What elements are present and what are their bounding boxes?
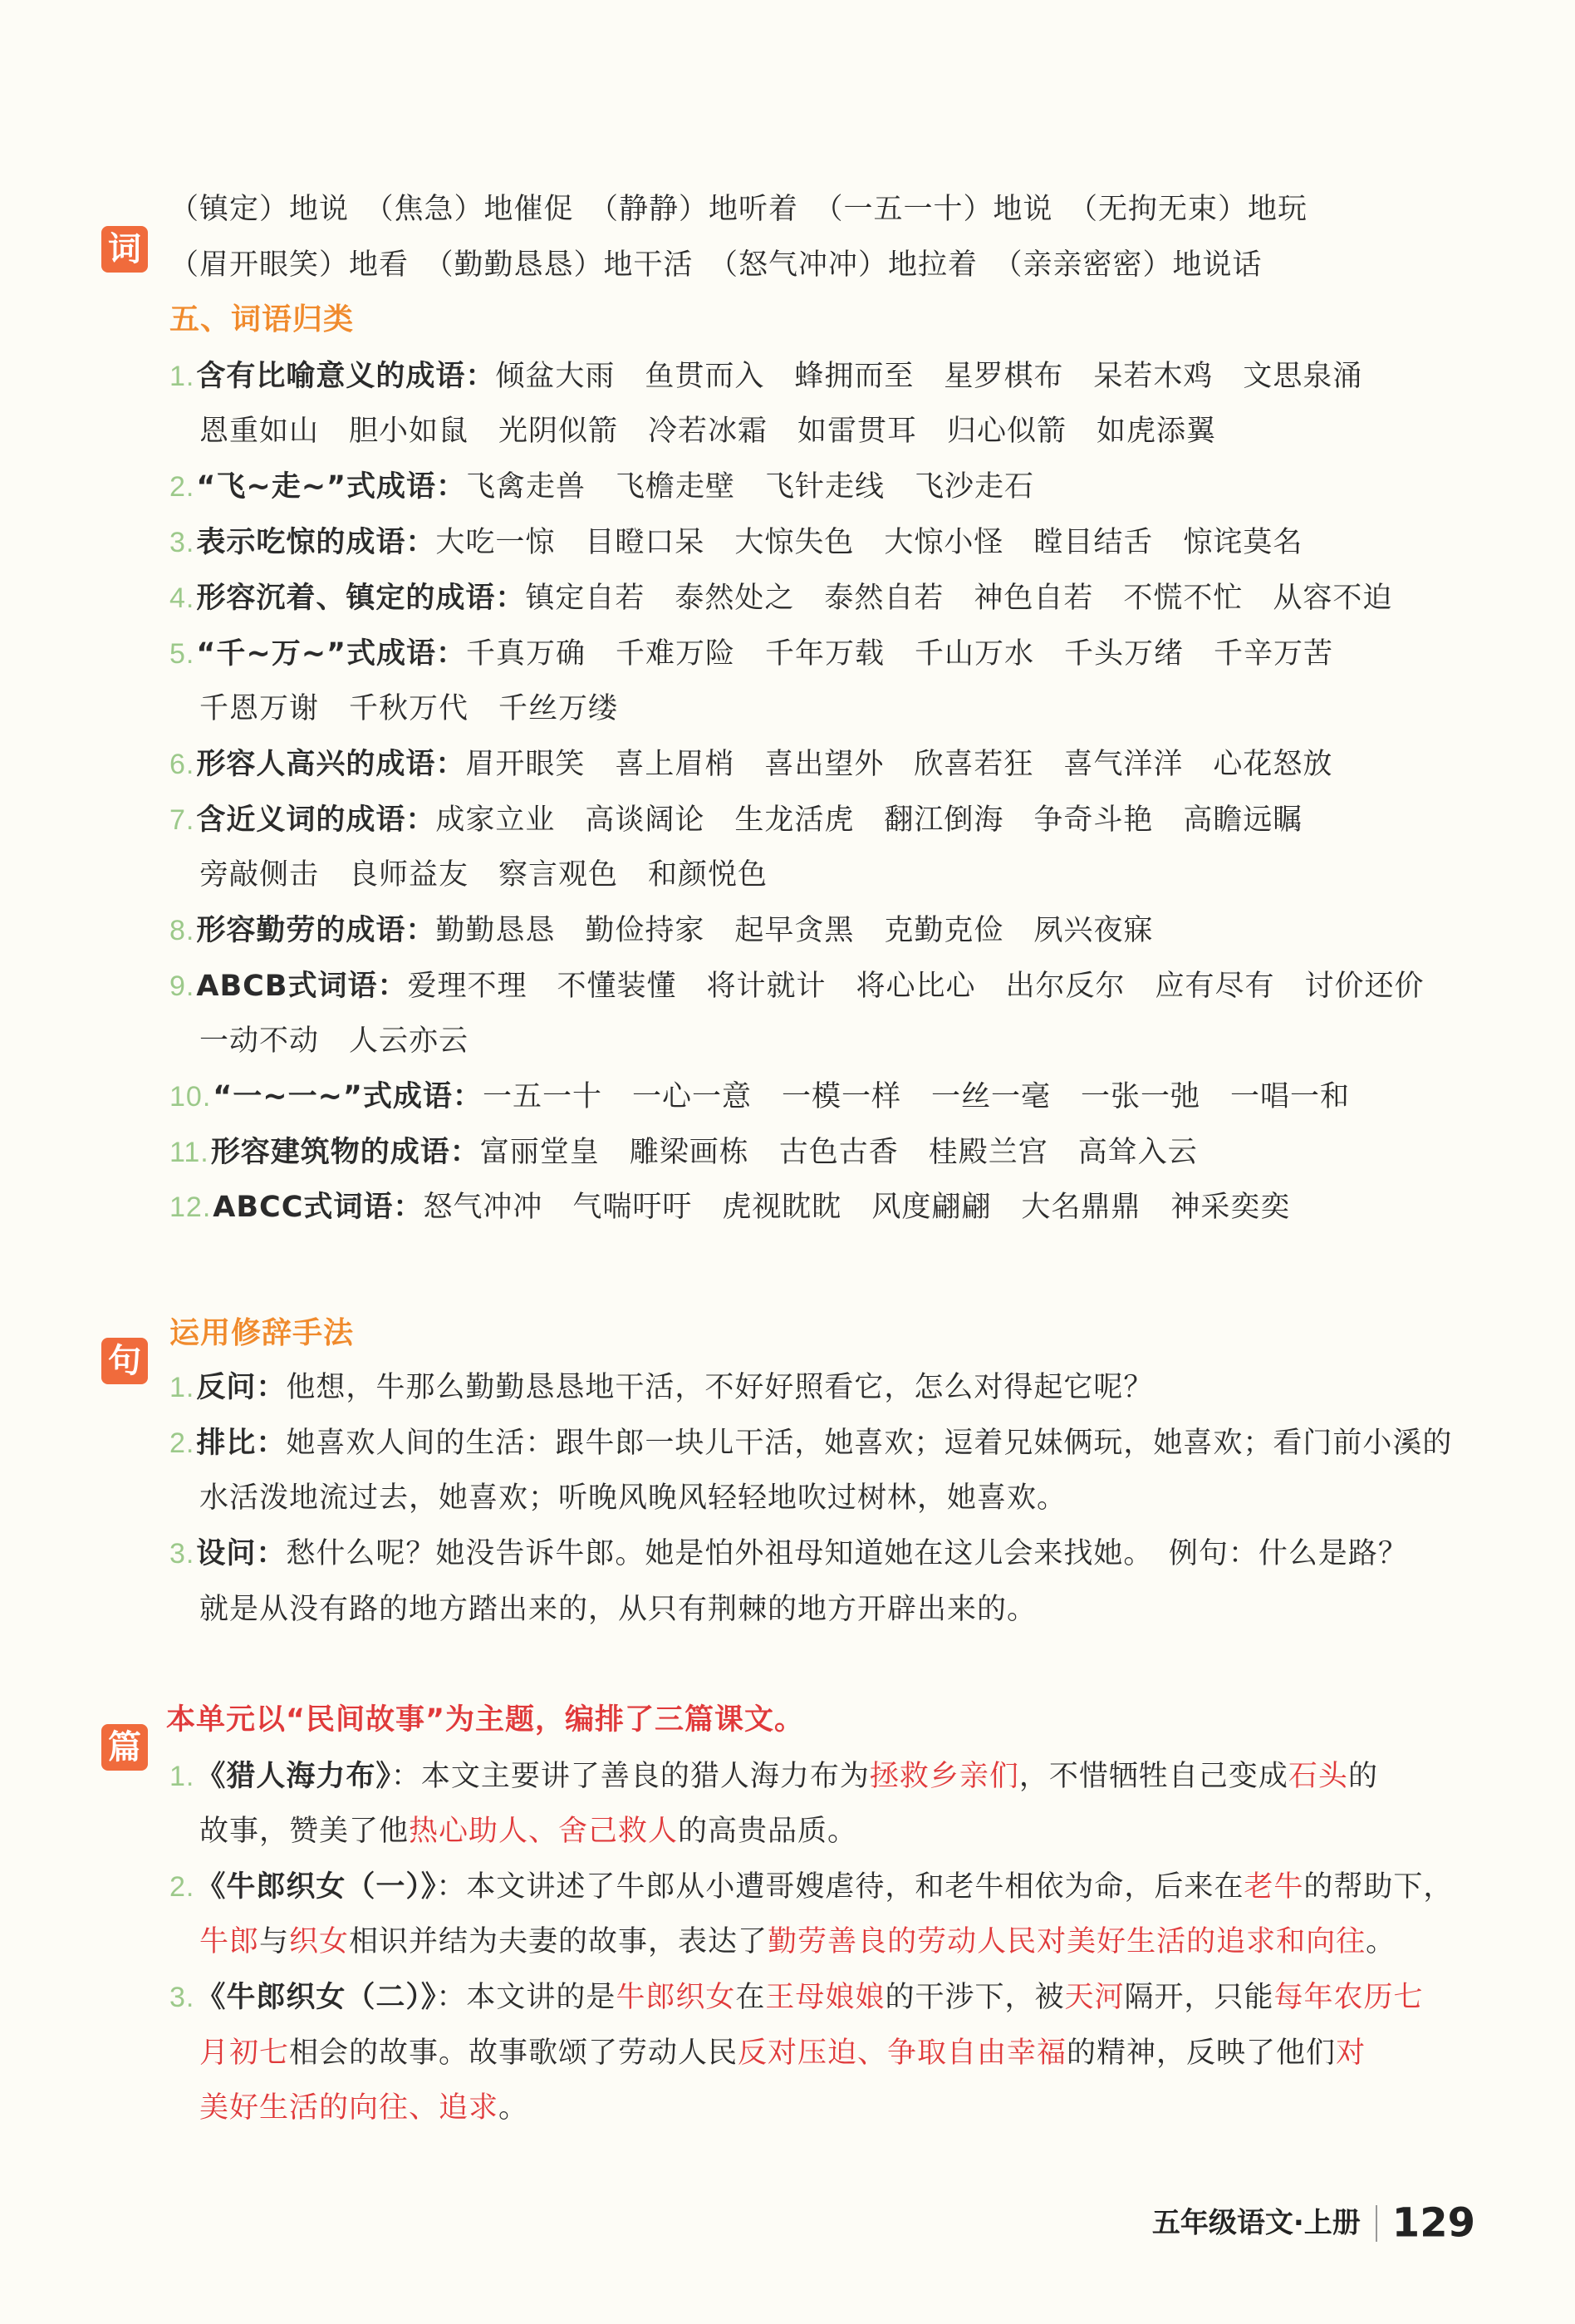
list-item <box>169 1752 1459 1801</box>
highlight: 石头 <box>1288 1760 1348 1793</box>
item-number: 8. <box>169 915 195 946</box>
list-item <box>169 795 1459 845</box>
item-text: 愁什么呢？她没告诉牛郎。她是怕外祖母知道她在这儿会来找她。 例句：什么是路？ <box>286 1537 1408 1570</box>
pian-tag-icon: 篇 <box>101 1724 148 1771</box>
list-item <box>169 1128 1459 1177</box>
item-number: 1. <box>169 361 195 392</box>
item-label: 形容沉着、镇定的成语： <box>196 582 526 615</box>
item-number: 6. <box>169 749 195 780</box>
item-label: 形容人高兴的成语： <box>196 748 466 781</box>
text-run: 的帮助下， <box>1303 1870 1454 1904</box>
highlight: 织女 <box>289 1925 350 1958</box>
item-number: 3. <box>169 1538 195 1570</box>
texts-title-text: 本单元以“民间故事”为主题，编排了三篇课文。 <box>166 1703 805 1737</box>
item-number: 7. <box>169 804 195 836</box>
highlight: 牛郎织女 <box>616 1981 736 2014</box>
item-label: 设问： <box>196 1537 287 1570</box>
item-continuation <box>199 1917 1459 1967</box>
item-number: 1. <box>169 1761 195 1792</box>
item-number: 10. <box>169 1081 212 1113</box>
item-text: 爱理不理 不懂装懂 将计就计 将心比心 出尔反尔 应有尽有 讨价还价 <box>407 970 1425 1003</box>
adverb-line-2: （眉开眼笑）地看 （勤勤恳恳）地干活 （怒气冲冲）地拉着 （亲亲密密）地说话 <box>169 248 1263 282</box>
item-continuation: 就是从没有路的地方踏出来的，从只有荆棘的地方开辟出来的。 <box>199 1593 1038 1626</box>
list-item <box>169 351 1459 401</box>
list-item <box>169 629 1459 679</box>
footer-divider <box>1376 2205 1377 2242</box>
list-item <box>169 1973 1459 2022</box>
highlight: 美好生活的向往、追求 <box>199 2091 499 2125</box>
item-number: 3. <box>169 527 195 558</box>
text-run: ：本文主要讲了善良的猎人海力布为 <box>390 1760 870 1793</box>
lesson-title: 《牛郎织女（一）》 <box>196 1870 437 1904</box>
ju-tag-icon: 句 <box>101 1338 148 1384</box>
text-run: ：本文讲的是 <box>436 1981 616 2014</box>
item-number: 2. <box>169 1427 195 1459</box>
highlight: 反对压迫、争取自由幸福 <box>738 2037 1067 2070</box>
item-label: ABCC式词语： <box>213 1191 424 1224</box>
lesson-title: 《牛郎织女（二）》 <box>196 1981 437 2014</box>
item-label: 含有比喻意义的成语： <box>196 360 496 393</box>
item-label: 排比： <box>196 1427 287 1460</box>
item-text: 富丽堂皇 雕梁画栋 古色古香 桂殿兰宫 高耸入云 <box>479 1136 1198 1169</box>
item-continuation <box>199 2028 1459 2078</box>
highlight: 月初七 <box>199 2037 290 2070</box>
item-label: “千~万~”式成语： <box>196 637 467 671</box>
item-label: “飞~走~”式成语： <box>196 470 467 504</box>
text-run: 隔开，只能 <box>1124 1981 1274 2014</box>
highlight: 老牛 <box>1244 1870 1304 1904</box>
highlight: 每年农历七 <box>1273 1981 1424 2014</box>
item-text: 大吃一惊 目瞪口呆 大惊失色 大惊小怪 瞠目结舌 惊诧莫名 <box>435 526 1303 559</box>
item-text: 她喜欢人间的生活：跟牛郎一块儿干活，她喜欢；逗着兄妹俩玩，她喜欢；看门前小溪的 <box>286 1427 1453 1460</box>
texts-title <box>166 1695 1459 1745</box>
item-continuation: 恩重如山 胆小如鼠 光阴似箭 冷若冰霜 如雷贯耳 归心似箭 如虎添翼 <box>199 415 1217 448</box>
item-text: 勤勤恳恳 勤俭持家 起早贪黑 克勤克俭 夙兴夜寐 <box>435 914 1154 947</box>
item-continuation: 一动不动 人云亦云 <box>199 1024 469 1058</box>
lesson-title: 《猎人海力布》 <box>196 1760 391 1793</box>
list-item <box>169 1529 1459 1579</box>
text-run: 相识并结为夫妻的故事，表达了 <box>349 1925 768 1958</box>
item-label: “一~一~”式成语： <box>213 1080 483 1113</box>
section5-title: 五、词语归类 <box>169 302 355 337</box>
highlight: 对 <box>1336 2037 1366 2070</box>
text-run: 的 <box>1347 1760 1378 1793</box>
item-number: 9. <box>169 970 195 1002</box>
item-text: 镇定自若 泰然处之 泰然自若 神色自若 不慌不忙 从容不迫 <box>525 582 1393 615</box>
item-continuation <box>199 1806 1459 1856</box>
item-label: 表示吃惊的成语： <box>196 526 436 559</box>
item-number: 5. <box>169 638 195 670</box>
list-item <box>169 739 1459 789</box>
text-run: ：本文讲述了牛郎从小遭哥嫂虐待，和老牛相依为命，后来在 <box>436 1870 1244 1904</box>
list-item <box>169 1862 1459 1912</box>
text-run: ，不惜牺牲自己变成 <box>1018 1760 1288 1793</box>
list-item <box>169 1363 1459 1413</box>
item-text: 成家立业 高谈阔论 生龙活虎 翻江倒海 争奇斗艳 高瞻远瞩 <box>435 803 1303 837</box>
item-number: 2. <box>169 1871 195 1903</box>
highlight: 王母娘娘 <box>765 1981 886 2014</box>
item-label: 形容勤劳的成语： <box>196 914 436 947</box>
adverb-line-1: （镇定）地说 （焦急）地催促 （静静）地听着 （一五一十）地说 （无拘无束）地玩 <box>169 193 1308 226</box>
item-label: ABCB式词语： <box>196 970 408 1003</box>
item-text: 飞禽走兽 飞檐走壁 飞针走线 飞沙走石 <box>466 470 1035 504</box>
page-number: 129 <box>1391 2199 1475 2247</box>
text-run: 的精神，反映了他们 <box>1067 2037 1337 2070</box>
highlight: 拯救乡亲们 <box>869 1760 1019 1793</box>
text-run: 的干涉下，被 <box>885 1981 1065 2014</box>
list-item <box>169 1072 1459 1122</box>
list-item <box>169 1182 1459 1232</box>
item-number: 1. <box>169 1372 195 1403</box>
text-run: 在 <box>735 1981 766 2014</box>
item-text: 眉开眼笑 喜上眉梢 喜出望外 欣喜若狂 喜气洋洋 心花怒放 <box>465 748 1333 781</box>
list-item <box>169 462 1459 512</box>
item-text: 他想，牛那么勤勤恳恳地干活，不好好照看它，怎么对得起它呢？ <box>286 1371 1154 1404</box>
text-run: 。 <box>498 2091 529 2125</box>
item-number: 2. <box>169 471 195 503</box>
item-continuation <box>199 2083 1459 2133</box>
rhetoric-title: 运用修辞手法 <box>169 1316 355 1350</box>
item-text: 倾盆大雨 鱼贯而入 蜂拥而至 星罗棋布 呆若木鸡 文思泉涌 <box>495 360 1363 393</box>
list-item <box>169 961 1459 1011</box>
text-run: 故事，赞美了他 <box>199 1815 410 1848</box>
item-label: 形容建筑物的成语： <box>210 1136 480 1169</box>
item-continuation: 水活泼地流过去，她喜欢；听晚风晚风轻轻地吹过树林，她喜欢。 <box>199 1481 1067 1515</box>
highlight: 牛郎 <box>199 1925 260 1958</box>
item-continuation: 千恩万谢 千秋万代 千丝万缕 <box>199 692 619 725</box>
highlight: 勤劳善良的劳动人民对美好生活的追求和向往 <box>768 1925 1366 1958</box>
item-number: 11. <box>169 1137 209 1168</box>
list-item <box>169 1418 1459 1468</box>
highlight: 天河 <box>1064 1981 1125 2014</box>
list-item <box>169 573 1459 623</box>
book-label: 五年级语文·上册 <box>1151 2206 1361 2240</box>
item-label: 含近义词的成语： <box>196 803 436 837</box>
list-item <box>169 518 1459 567</box>
page-footer <box>1152 2194 1475 2252</box>
ci-tag-icon: 词 <box>101 226 148 273</box>
text-run: 的高贵品质。 <box>678 1815 858 1848</box>
text-run: 。 <box>1366 1925 1396 1958</box>
item-text: 一五一十 一心一意 一模一样 一丝一毫 一张一弛 一唱一和 <box>482 1080 1350 1113</box>
list-item <box>169 906 1459 956</box>
item-number: 12. <box>169 1191 212 1223</box>
item-label: 反问： <box>196 1371 287 1404</box>
text-run: 与 <box>259 1925 290 1958</box>
text-run: 相会的故事。故事歌颂了劳动人民 <box>289 2037 738 2070</box>
highlight: 热心助人、舍己救人 <box>409 1815 679 1848</box>
item-text: 千真万确 千难万险 千年万载 千山万水 千头万绪 千辛万苦 <box>466 637 1334 671</box>
item-text: 怒气冲冲 气喘吁吁 虎视眈眈 风度翩翩 大名鼎鼎 神采奕奕 <box>423 1191 1291 1224</box>
item-continuation: 旁敲侧击 良师益友 察言观色 和颜悦色 <box>199 858 768 892</box>
item-number: 4. <box>169 582 195 614</box>
item-number: 3. <box>169 1982 195 2013</box>
